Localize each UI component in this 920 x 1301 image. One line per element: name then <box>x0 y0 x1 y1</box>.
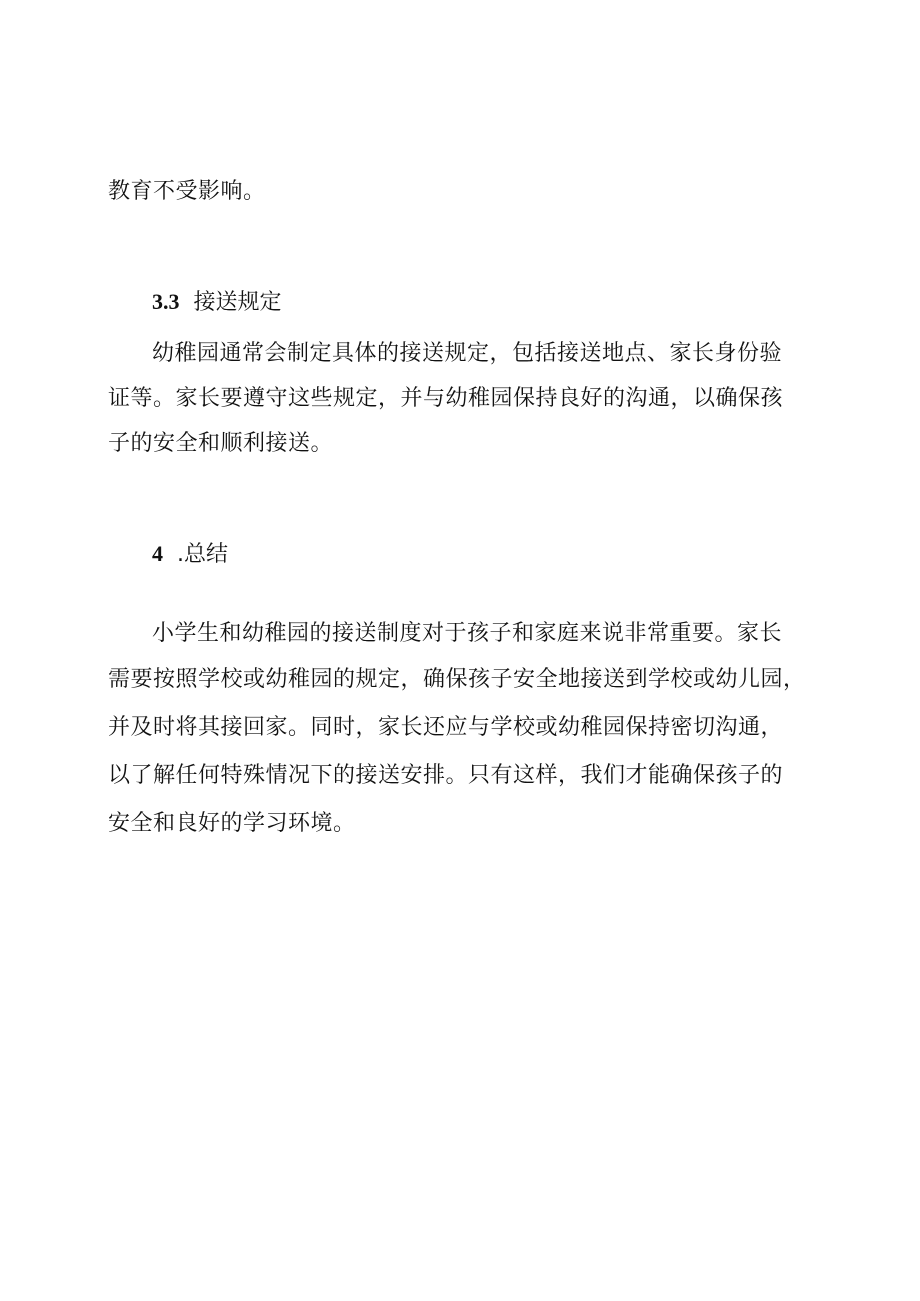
paragraph-line: 幼稚园通常会制定具体的接送规定，包括接送地点、家长身份验 <box>152 341 783 366</box>
paragraph-line: 以了解任何特殊情况下的接送安排。只有这样，我们才能确保孩子的 <box>108 763 784 788</box>
section-heading-3-3 <box>152 288 282 317</box>
paragraph-line: 证等。家长要遵守这些规定，并与幼稚园保持良好的沟通，以确保孩 <box>108 386 784 411</box>
paragraph-line: 小学生和幼稚园的接送制度对于孩子和家庭来说非常重要。家长 <box>152 621 783 646</box>
section-heading-4 <box>152 540 228 569</box>
section-number: 3.3 <box>152 289 180 314</box>
paragraph-line: 并及时将其接回家。同时，家长还应与学校或幼稚园保持密切沟通， <box>108 715 784 740</box>
section-title: 接送规定 <box>193 290 282 315</box>
section-title: .总结 <box>177 542 228 567</box>
paragraph-line: 子的安全和顺利接送。 <box>108 431 334 456</box>
paragraph-line: 需要按照学校或幼稚园的规定，确保孩子安全地接送到学校或幼儿园， <box>108 667 806 692</box>
paragraph-line: 安全和良好的学习环境。 <box>108 811 356 836</box>
section-number: 4 <box>152 541 163 566</box>
continuation-text: 教育不受影响。 <box>108 179 266 204</box>
